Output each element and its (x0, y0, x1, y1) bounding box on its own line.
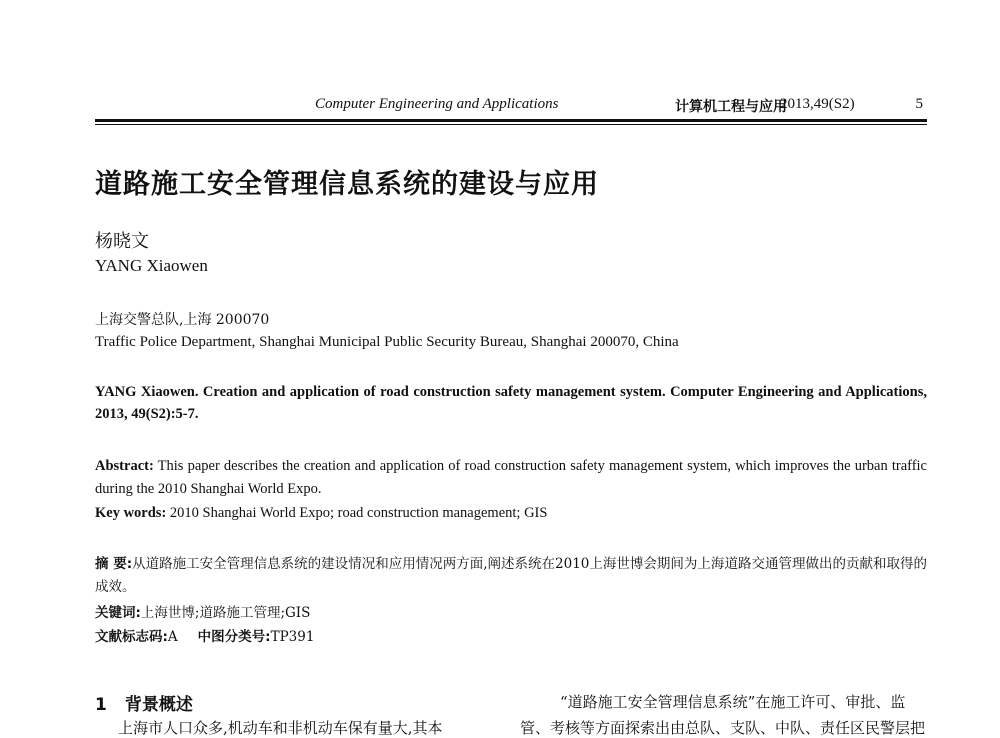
abstract-en-text: This paper describes the creation and application of road construction safety management system, which improves the urban traffic during the 2010 Shanghai World Expo. (95, 458, 927, 497)
journal-name-en: Computer Engineering and Applications (315, 96, 559, 112)
keywords-en-label: Key words: (95, 505, 167, 521)
class-code-label: 中图分类号: (197, 629, 271, 645)
abstract-cn (95, 553, 927, 599)
citation: YANG Xiaowen. Creation and application of road construction safety management system. Computer Engineering and Applications, 2013, 49(S2):5-7. (95, 384, 927, 422)
keywords-cn-label: 关键词: (95, 605, 141, 621)
abstract-cn-text: 从道路施工安全管理信息系统的建设情况和应用情况两方面,阐述系统在2010上海世博会期间为上海道路交通管理做出的贡献和取得的成效。 (95, 556, 927, 595)
article-title: 道路施工安全管理信息系统的建设与应用 (95, 169, 599, 200)
keywords-cn-text: 上海世博;道路施工管理;GIS (140, 605, 311, 621)
header-rule-thick (95, 119, 927, 122)
author-name-en: YANG Xiaowen (95, 256, 208, 275)
classification-line (95, 625, 314, 645)
section-heading (95, 690, 193, 715)
abstract-cn-label: 摘 要: (95, 556, 133, 572)
header-rule-thin (95, 124, 927, 125)
keywords-en-text: 2010 Shanghai World Expo; road construction management; GIS (166, 505, 548, 521)
abstract-en (95, 455, 927, 501)
right-column-first-line: “道路施工安全管理信息系统”在施工许可、审批、监 (560, 693, 906, 711)
keywords-en (95, 505, 547, 522)
author-name-cn: 杨晓文 (95, 231, 149, 252)
doc-code: A (167, 629, 178, 645)
doc-code-label: 文献标志码: (95, 629, 168, 645)
right-column-partial-line: 管、考核等方面探索出由总队、支队、中队、责任区民警层把 (520, 719, 926, 737)
affiliation-en: Traffic Police Department, Shanghai Municipal Public Security Bureau, Shanghai 200070, China (95, 334, 679, 350)
section-number: 1 (95, 695, 107, 715)
class-code: TP391 (270, 629, 315, 645)
left-column-partial-line: 上海市人口众多,机动车和非机动车保有量大,其本 (118, 719, 443, 737)
abstract-en-label: Abstract: (95, 458, 154, 474)
journal-name-cn: 计算机工程与应用 (675, 99, 787, 115)
affiliation-cn: 上海交警总队,上海 200070 (95, 312, 270, 328)
section-title: 背景概述 (124, 695, 193, 715)
running-header (95, 96, 925, 118)
keywords-cn (95, 601, 310, 621)
page-number: 5 (915, 96, 923, 112)
volume-issue: 2013,49(S2) (780, 96, 855, 112)
